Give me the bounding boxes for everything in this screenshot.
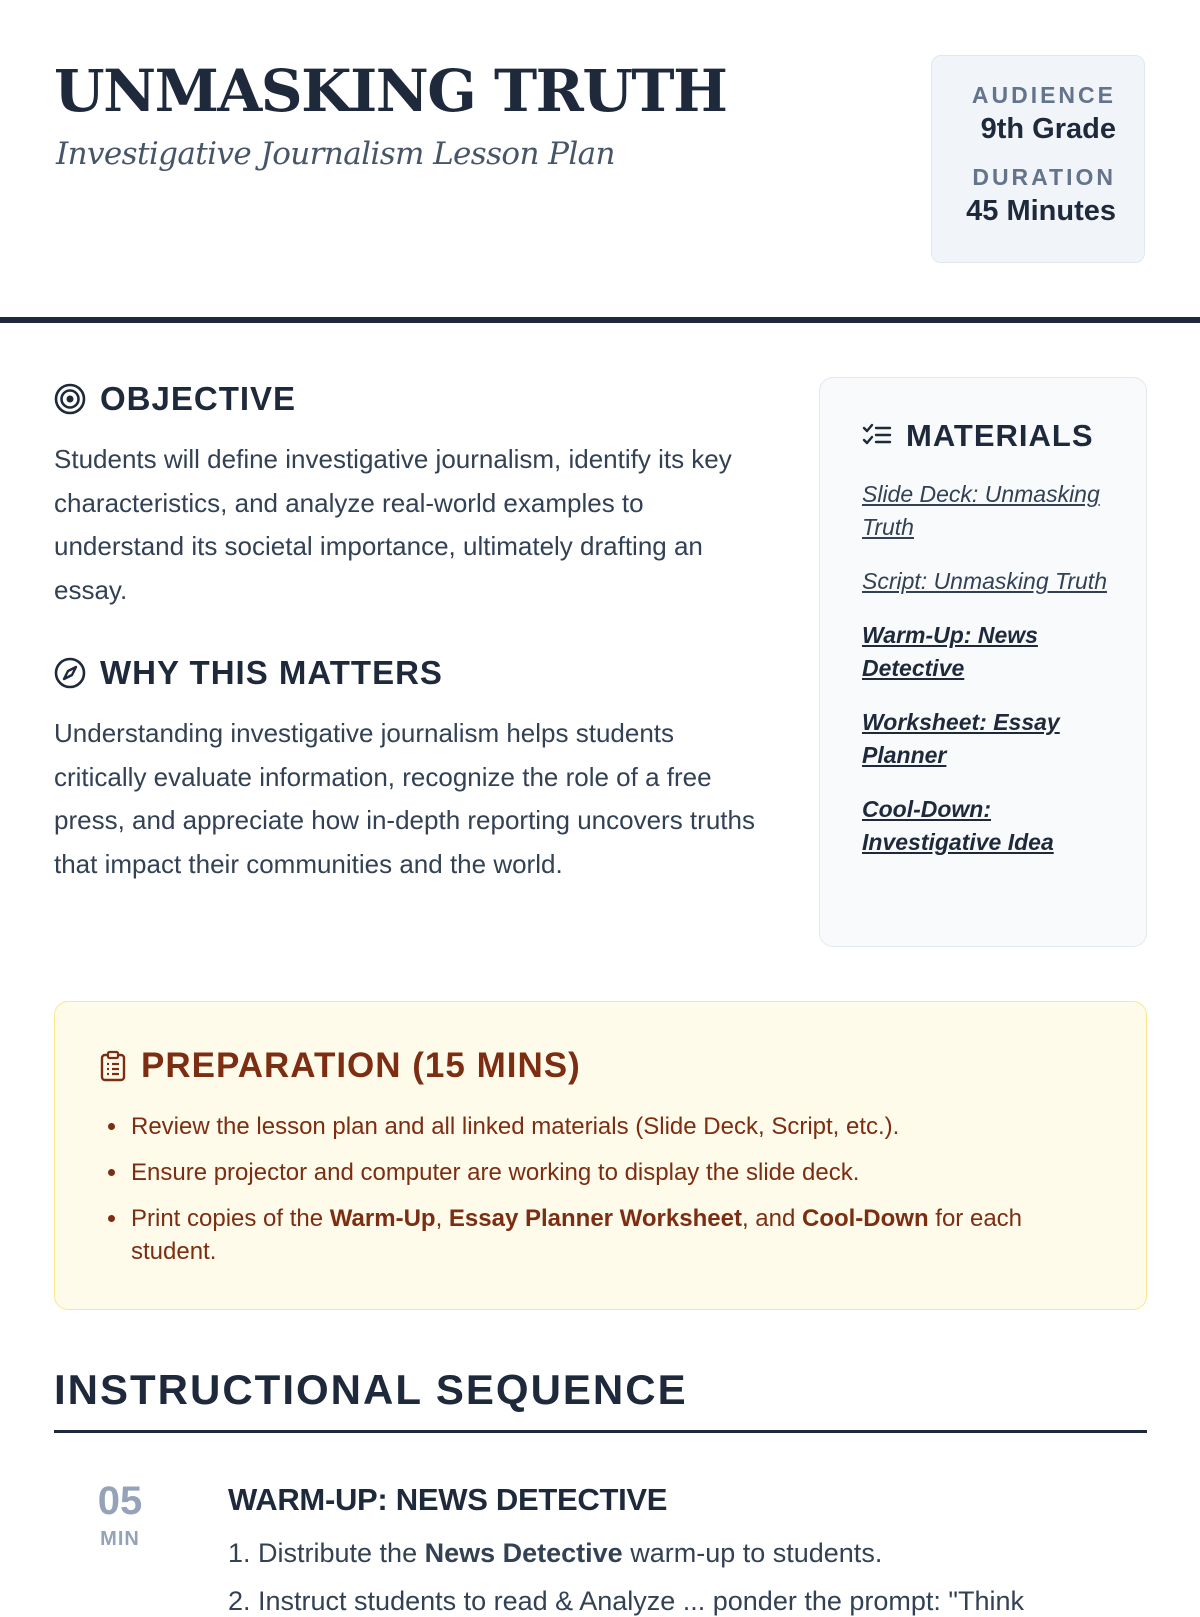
- materials-panel: [819, 377, 1147, 947]
- materials-heading: [862, 418, 1110, 454]
- preparation-item-print: [129, 1202, 1106, 1268]
- materials-heading-text: MATERIALS: [906, 418, 1094, 453]
- audience-value: 9th Grade: [980, 113, 1116, 145]
- step-instruction-bold: News Detective: [424, 1538, 623, 1568]
- sequence-divider: [54, 1430, 1147, 1433]
- print-cool-down: Cool-Down: [801, 1205, 929, 1232]
- print-prefix: Print copies of the: [131, 1205, 330, 1232]
- why-heading-text: WHY THIS MATTERS: [100, 654, 443, 691]
- material-link-slide-deck[interactable]: Slide Deck: Unmasking Truth: [862, 481, 1100, 540]
- clipboard-icon: [99, 1050, 127, 1082]
- objective-heading-text: OBJECTIVE: [100, 380, 297, 417]
- preparation-item: • Review the lesson plan and all linked materials (Slide Deck, Script, etc.).: [129, 1110, 1106, 1143]
- preparation-list: [99, 1110, 1106, 1268]
- step-title: WARM-UP: NEWS DETECTIVE: [228, 1482, 668, 1517]
- why-heading: [54, 654, 443, 692]
- compass-icon: [54, 657, 86, 689]
- header-divider: [0, 317, 1200, 323]
- sequence-heading: INSTRUCTIONAL SEQUENCE: [54, 1366, 688, 1413]
- print-warm-up: Warm-Up: [329, 1205, 436, 1232]
- objective-heading: [54, 380, 296, 418]
- audience-label: AUDIENCE: [971, 82, 1116, 108]
- step-instruction-cut: 2. Instruct students to read & Analyze ... ponder the prompt: "Think: [228, 1586, 1025, 1616]
- preparation-heading-text: PREPARATION (15 MINS): [141, 1046, 581, 1085]
- step-instruction-prefix: 1. Distribute the: [228, 1538, 425, 1568]
- checklist-icon: [862, 422, 892, 450]
- preparation-heading: [99, 1046, 1106, 1086]
- print-sep: , and: [741, 1205, 802, 1232]
- page-title: UNMASKING TRUTH: [54, 57, 727, 125]
- print-sep: ,: [435, 1205, 449, 1232]
- material-link-cool-down[interactable]: Cool-Down: Investigative Idea: [862, 796, 1054, 855]
- step-instruction: [228, 1538, 882, 1569]
- objective-text: Students will define investigative journalism, identify its key characteristics, and analyze real-world examples to understand its societal importance, ultimately drafting an essay.: [54, 444, 732, 605]
- target-icon: [54, 383, 86, 415]
- step-instruction-suffix: warm-up to students.: [622, 1538, 883, 1568]
- material-link-warm-up[interactable]: Warm-Up: News Detective: [862, 622, 1038, 681]
- preparation-item: • Ensure projector and computer are working to display the slide deck.: [129, 1156, 1106, 1189]
- duration-value: 45 Minutes: [966, 195, 1116, 227]
- duration-label: DURATION: [972, 164, 1116, 190]
- why-text: Understanding investigative journalism helps students critically evaluate information, recognize the role of a free press, and appreciate how in-depth reporting uncovers truths that impact their communities and the world.: [54, 718, 755, 879]
- lesson-meta-card: [931, 55, 1145, 263]
- material-link-worksheet[interactable]: Worksheet: Essay Planner: [862, 709, 1060, 768]
- preparation-panel: [54, 1001, 1147, 1310]
- step-duration-unit: MIN: [100, 1528, 140, 1550]
- material-link-script[interactable]: Script: Unmasking Truth: [862, 568, 1107, 594]
- print-suffix: for each student.: [131, 1205, 1023, 1265]
- page-subtitle: Investigative Journalism Lesson Plan: [56, 136, 615, 172]
- print-essay-planner: Essay Planner Worksheet: [448, 1205, 742, 1232]
- step-duration: 05: [97, 1479, 143, 1523]
